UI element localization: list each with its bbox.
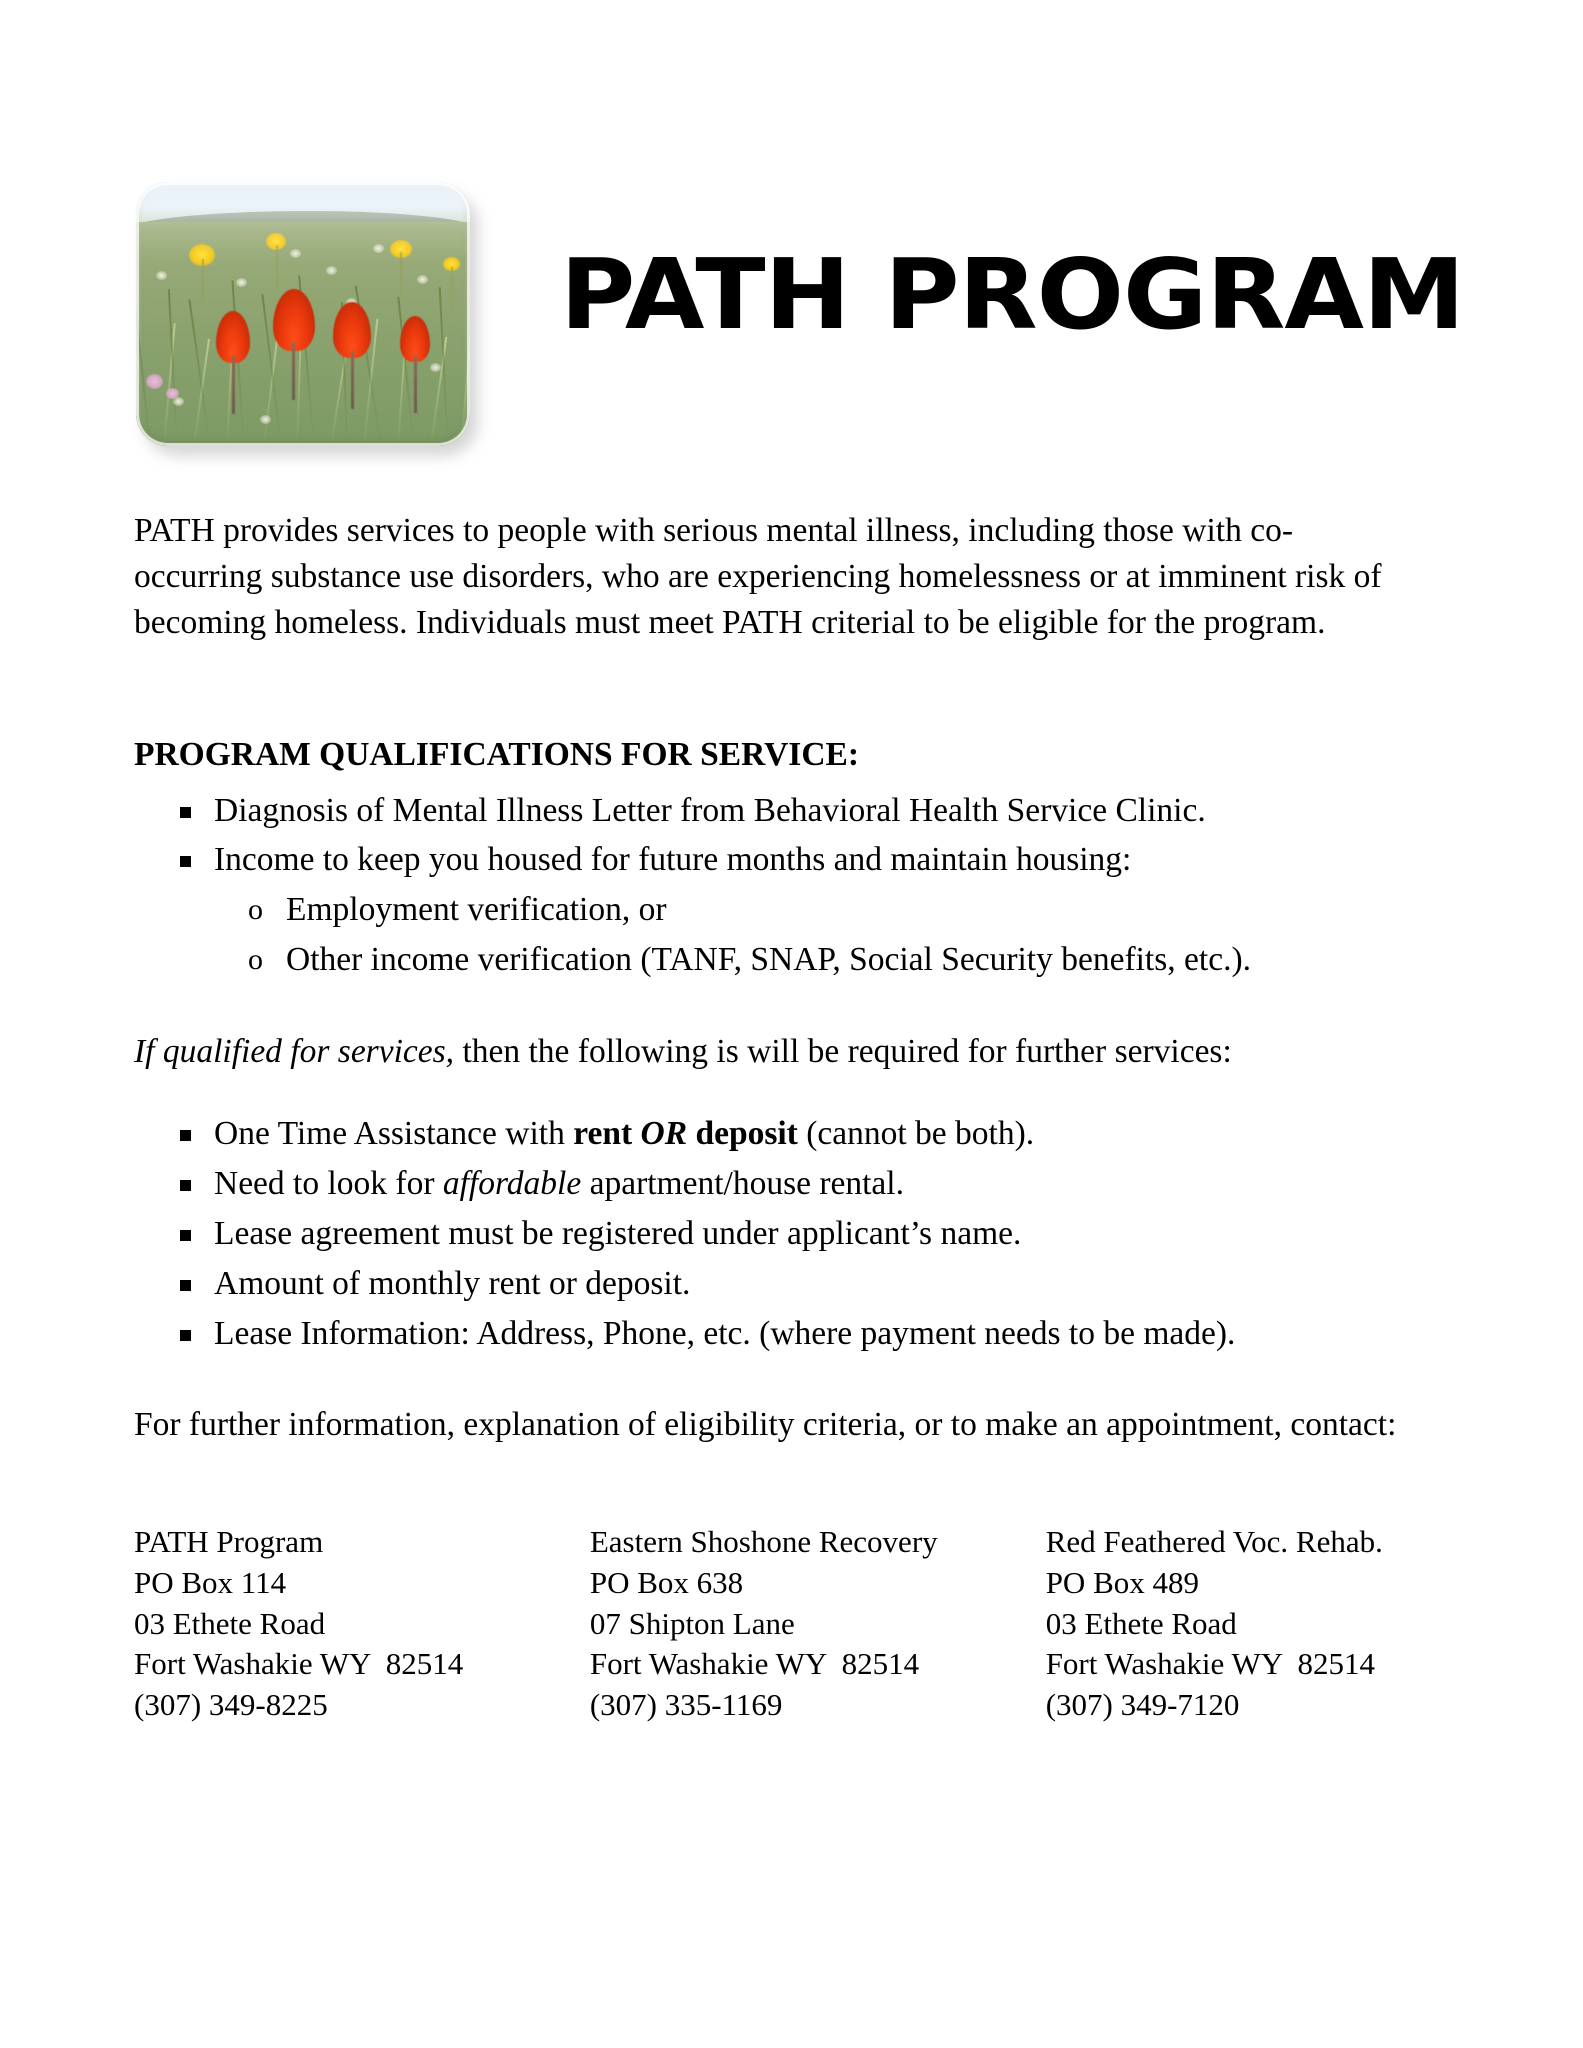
list-item: Income to keep you housed for future months and maintain housing: bbox=[134, 837, 1419, 883]
contact-street: 03 Ethete Road bbox=[1045, 1605, 1237, 1641]
document-body bbox=[134, 508, 1419, 1725]
page-title: PATH PROGRAM bbox=[560, 238, 1465, 351]
list-item: Amount of monthly rent or deposit. bbox=[134, 1261, 1419, 1307]
contact-po-box: PO Box 114 bbox=[134, 1564, 287, 1600]
yellow-flower-icon bbox=[266, 233, 286, 250]
wildflower-meadow-image bbox=[136, 182, 470, 446]
list-item: Diagnosis of Mental Illness Letter from Behavioral Health Service Clinic. bbox=[134, 788, 1419, 834]
contact-name: Red Feathered Voc. Rehab. bbox=[1045, 1524, 1383, 1560]
contact-name: Eastern Shoshone Recovery bbox=[589, 1524, 938, 1560]
document-header bbox=[0, 168, 1583, 458]
contact-block bbox=[590, 1522, 1046, 1725]
spacer bbox=[134, 987, 1419, 1029]
list-item bbox=[134, 1111, 1419, 1157]
item-text-bold2: deposit bbox=[687, 1115, 798, 1153]
header-logo bbox=[136, 182, 484, 458]
contact-block bbox=[1046, 1522, 1419, 1725]
item-text-italic: affordable bbox=[442, 1164, 582, 1202]
intro-paragraph: PATH provides services to people with serious mental illness, including those with co-occurring substance use disorders, who are experiencing homelessness or at imminent risk of becoming homeless. Individuals must meet PATH criterial to be eligible for the program. bbox=[134, 512, 1382, 641]
list-item bbox=[134, 1161, 1419, 1207]
contact-po-box: PO Box 638 bbox=[589, 1564, 744, 1600]
yellow-flower-icon bbox=[390, 240, 412, 258]
contact-street: 03 Ethete Road bbox=[134, 1605, 326, 1641]
contact-phone: (307) 349-8225 bbox=[134, 1686, 328, 1722]
contact-name: PATH Program bbox=[134, 1524, 324, 1560]
item-text-pre: Need to look for bbox=[214, 1164, 443, 1202]
closing-paragraph: For further information, explanation of eligibility criteria, or to make an appointment, contact: bbox=[134, 1406, 1397, 1444]
spacer bbox=[134, 1360, 1419, 1402]
list-item: o Employment verification, or bbox=[134, 887, 1419, 933]
photo-grass bbox=[136, 222, 470, 446]
list-item: Lease Information: Address, Phone, etc. (where payment needs to be made). bbox=[134, 1311, 1419, 1357]
contact-street: 07 Shipton Lane bbox=[589, 1605, 795, 1641]
indian-paintbrush-flower bbox=[333, 302, 371, 358]
contact-block bbox=[134, 1522, 590, 1725]
further-requirements-list bbox=[134, 1111, 1419, 1356]
contact-city-state-zip: Fort Washakie WY 82514 bbox=[589, 1646, 920, 1682]
item-text-bold-italic: OR bbox=[640, 1115, 688, 1153]
yellow-flower-icon bbox=[443, 257, 460, 271]
contact-phone: (307) 349-7120 bbox=[1045, 1686, 1240, 1722]
list-item: Lease agreement must be registered under applicant’s name. bbox=[134, 1211, 1419, 1257]
item-text-post: apartment/house rental. bbox=[581, 1164, 904, 1202]
yellow-flower-icon bbox=[189, 244, 215, 266]
contacts-section bbox=[134, 1522, 1419, 1725]
contact-city-state-zip: Fort Washakie WY 82514 bbox=[1045, 1646, 1375, 1682]
further-lead-italic: If qualified for services, bbox=[134, 1033, 455, 1071]
contact-phone: (307) 335-1169 bbox=[589, 1686, 783, 1722]
spacer bbox=[134, 1075, 1419, 1101]
list-item: o Other income verification (TANF, SNAP, Social Security benefits, etc.). bbox=[134, 937, 1419, 983]
spacer bbox=[134, 646, 1419, 732]
qualifications-list bbox=[134, 788, 1419, 884]
pink-flower-icon bbox=[146, 374, 163, 389]
item-text-bold: rent bbox=[573, 1115, 641, 1153]
indian-paintbrush-flower bbox=[400, 316, 430, 362]
qualifications-sublist bbox=[134, 887, 1419, 983]
indian-paintbrush-flower bbox=[273, 289, 315, 351]
spacer bbox=[134, 1448, 1419, 1522]
contact-po-box: PO Box 489 bbox=[1045, 1564, 1199, 1600]
indian-paintbrush-flower bbox=[216, 311, 250, 363]
pink-flower-icon bbox=[166, 388, 179, 399]
contact-city-state-zip: Fort Washakie WY 82514 bbox=[134, 1646, 464, 1682]
item-text-post: (cannot be both). bbox=[797, 1115, 1035, 1153]
item-text-pre: One Time Assistance with bbox=[214, 1115, 574, 1153]
qualifications-heading: PROGRAM QUALIFICATIONS FOR SERVICE: bbox=[134, 735, 860, 773]
further-lead-paragraph bbox=[134, 1029, 1419, 1075]
further-lead-rest: then the following is will be required for further services: bbox=[454, 1033, 1232, 1071]
